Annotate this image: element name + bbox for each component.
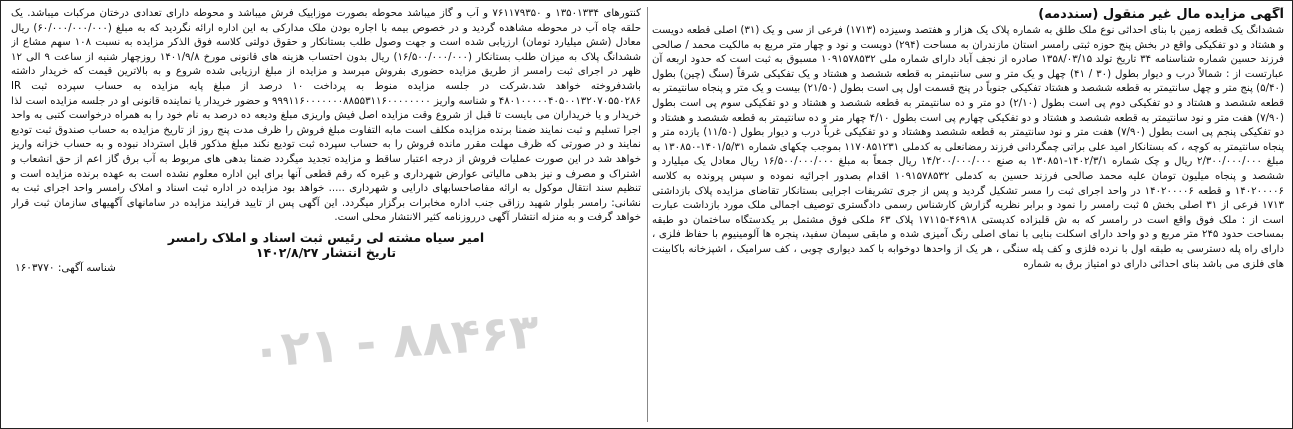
watermark-text: ۰۲۱ - ۸۸۴۶۳ [249, 303, 541, 380]
signature-line: امیر سیاه مشته لی رئیس ثبت اسناد و املاک رامسر [167, 229, 485, 245]
publish-date: تاریخ انتشار ۱۴۰۲/۸/۲۷ [255, 244, 397, 260]
notice-left-column [11, 7, 641, 422]
ad-id: شناسه آگهی: ۱۶۰۳۷۷۰ [15, 261, 116, 274]
notice-body-left: کنتورهای ۱۳۵۰۱۳۳۴ و ۷۶۱۱۷۹۳۵۰ و آب و گاز میباشد محوطه بصورت موزاییک فرش میباشد و محوطه دارای تعدادی درختان مرکبات میباشد. یک حلقه چاه آب در محوطه مشاهده گردید و در خصوص بیمه با اجاره بودن ملک مدارکی به این اداره ارائه نگردید که به مبلغ (۶۰/۰۰۰/۰۰۰/۰۰۰) ریال معادل (شش میلیارد تومان) ارزیابی شده است و جهت وصول طلب بستانکار و حقوق دولتی کلاسه فوق الذکر مزایده به نسبت ۱۰۸ سهم مشاع از ششدانگ پلاک به میزان طلب بستانکار (۱۶/۵۰۰/۰۰۰/۰۰۰) ریال بدون احتساب هزینه های قانونی مورخ ۱۴۰۱/۹/۸ روزچهار شنبه از ساعت ۹ الی ۱۲ ظهر در اجرای ثبت رامسر از طریق مزایده حضوری بفروش میرسد و مزایده از مبلغ ارزیابی شده شروع و به بالاترین قیمت که خریدار داشته باشدفروخته خواهد شد.شرکت در جلسه مزایده منوط به پرداخت ۱۰ درصد از مبلغ پایه مزایده به حساب سپرده ثبت IR ۴۸۰۱۰۰۰۰۰۴۰۵۰۰۱۳۲۰۷۰۵۵۰۲۸۶ و شناسه واریز ۹۹۹۱۱۶۰۰۰۰۰۰۰۸۸۵۵۳۱۱۶۰۰۰۰۰۰۰۰ و حضور خریدار یا نماینده قانونی او در جلسه مزایده است لذا خریدار و یا خریداران می بایست تا قبل از شروع وقت مزایده اصل فیش واریزی مبلغ ودیعه ده درصد به نام خود را به همراه درخواست کتبی به واحد اجرا تسلیم و ثبت نمایند ضمنا برنده مزایده مکلف است مابه التفاوت مبلغ فروش را ظرف مدت پنج روز از تاریخ مزایده به حساب صندوق ثبت تودیع نمایند و در صورتی که ظرف مهلت مقرر مانده فروش را به حساب سپرده ثبت تودیع نکند مبلغ مذکور قابل استرداد نبوده و به حساب خزانه واریز خواهد شد در این صورت عملیات فروش از درجه اعتبار ساقط و مزایده تجدید میگردد ضمنا بدهی های مربوط به آب برق گاز اعم از حق انشعاب و اشتراک و مصرف و نیز بدهی مالیاتی عوارض شهرداری و غیره که رقم قطعی آنها برای این اداره معلوم نشده است به عهده برنده مزایده است و تنظیم سند انتقال موکول به ارائه مفاصاحسابهای دارایی و شهرداری ..... خواهد بود مزایده در اداره ثبت اسناد و املاک رامسر واحد اجرای ثبت به نشانی: رامسر بلوار شهید رزاقی جنب اداره مخابرات برگزار میگردد. این آگهی پس از تایید فرایند مزایده در سامانهای آگهیهای سازمان ثبت قرار خواهد گرفت و به منزله انتشار آگهی درروزنامه کثیر الانتشار محلی است. [11, 8, 641, 224]
column-divider [647, 7, 648, 422]
notice-right-column [652, 7, 1284, 422]
notice-title: آگهی مزایده مال غیر منقول (سنددمه) [1038, 7, 1284, 22]
notice-body-right: ششدانگ یک قطعه زمین با بنای احداثی نوع ملک طلق به شماره پلاک یک هزار و هفتصد وسیزده (۱۷۱۳) فرعی از سی و یک (۳۱) اصلی قطعه دویست و هشتاد و دو تفکیکی واقع در بخش پنج حوزه ثبتی رامسر استان مازندران به مساحت (۲۹۴) دویست و نود و چهار متر مربع به مالکیت محمد / صالحی فرزند حسین شماره شناسنامه ۳۴ تاریخ تولد ۱۳۵۸/۰۳/۱۵ صادره از نجف آباد دارای شماره ملی ۱۰۹۱۵۷۸۵۳۲ مسبوق به ثبت است که حدود اربعه آن عبارتست از : شمالاً درب و دیوار بطول (۳۰ / ۴۱) چهل و یک متر و سی سانتیمتر به قطعه ششصد و هشتاد و یک تفکیکی شرقاً (سنگ (چین) بطول (۵/۴۰) پنج متر و چهل سانتیمتر به قطعه ششصد و هشتاد تفکیکی جنوباً در پنج قسمت اول پی است بطول (۲۱/۵۰) بیست و یک متر و پنجاه سانتیمتر به قطعه ششصد و هشتاد و دو تفکیکی دوم پی است بطول (۲/۱۰) دو متر و ده سانتیمتر به قطعه ششصد و هشتاد و دو تفکیکی سوم پی است بطول (۷/۹۰) هفت متر و نود سانتیمتر به قطعه ششصد و هشتاد و دو تفکیکی چهارم پی است بطول ۴/۱۰ چهار متر و ده سانتیمتر به قطعه ششصد و هشتاد و دو تفکیکی پنجم پی است بطول (۷/۹۰) هفت متر و نود سانتیمتر به قطعه ششصد وهشتاد و دو تفکیکی غرباً درب و دیوار بطول (۱۱/۵۰) یازده متر و پنجاه سانتیمتر به کوچه ، که بستانکار امید علی براتی چمگردانی فرزند رمضانعلی به کدملی ۱۱۷۰۸۵۱۲۳۱ بموجب چکهای شماره ۱۴۰۱/۵/۳۱-۱۳۰۸۵۰ به مبلغ ۲/۳۰۰/۰۰۰/۰۰۰ ریال و چک شماره ۱۴۰۲/۳/۱-۱۳۰۸۵۱ به صنع ۱۴/۲۰۰/۰۰۰/۰۰۰ ریال جمعاً به مبلغ ۱۶/۵۰۰/۰۰۰/۰۰۰ ریال معادل یک میلیارد و ششصد و پنجاه میلیون تومان علیه محمد صالحی فرزند حسین به کدملی ۱۰۹۱۵۷۸۵۳۲ اقدام بصدور اجرائیه نموده و سپس پرونده به کلاسه ۱۴۰۲۰۰۰۰۶ و قطعه ۱۴۰۲۰۰۰۰۶ در واحد اجرای ثبت را مسر تشکیل گردید و پس از جری تشریفات اجرایی بستانکار تقاضای مزایده پلاک بازداشتی ۱۷۱۳ فرعی از ۳۱ اصلی بخش ۵ ثبت رامسر را نمود و برابر نظریه گزارش کارشناس رسمی دادگستری توصیف اجمالی ملک مورد بازداشت عبارت است از : ملک فوق واقع است در رامسر که به ش قلبزاده کدپستی ۴۶۹۱۸-۱۷۱۱۵ پلاک ۶۳ ملکی فوق مشتمل بر یکدستگاه ساختمان دو طبقه بمساحت حدود ۲۴۵ متر مربع و دو واحد دارای اسکلت بنایی با نمای اصلی رنگ آمیزی شده و مابقی سیمان سفید، پنجره ها آلومینیوم با حفاظ فلزی ، دارای راه پله دسترسی به طبقه اول با نرده فلزی و کف پله سنگی ، هر یک از واحدها دوخوابه با کمد دیواری چوبی ، کف سرامیک ، اشپزخانه باکابینت های فلزی می باشد بنای احداثی دارای دو امتیاز برق به شماره [652, 25, 1284, 270]
